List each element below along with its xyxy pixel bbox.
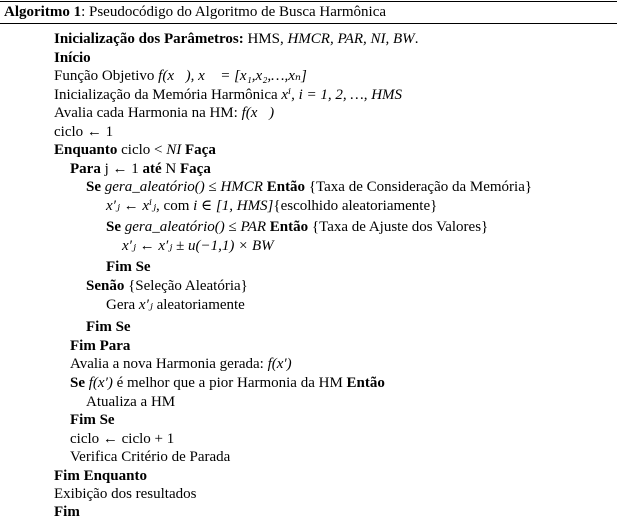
line-text: {escolhido aleatoriamente} [273,198,438,214]
line-code [70,430,174,448]
line-code [70,374,385,392]
line-text: ciclo ← 1 [54,123,114,140]
line-code [54,123,113,141]
line-text: Função Objetivo [54,68,159,84]
math-expression: f(x⃗), x⃗ = [x₁,x₂,…,xₙ] [158,68,307,84]
keyword: Início [54,49,91,66]
line-code [54,86,402,104]
italic-text: gera_aleatório() [101,179,205,195]
keyword: Faça [181,142,216,158]
line-code [54,49,91,67]
italic-text: HMCR, PAR, NI, BW [287,31,415,47]
math-expression: x′ⱼ [138,297,153,313]
keyword: Faça [180,160,211,177]
line-code [54,30,418,48]
line-text: , com [156,198,194,214]
math-expression: x′ⱼ ← xⁱⱼ [106,198,157,214]
math-expression: f(x′) [85,375,113,391]
top-rule [0,1,617,2]
keyword: até [142,160,162,177]
keyword: Para [70,160,101,177]
line-text: ≤ [224,219,241,235]
line-code [106,218,488,236]
line-code [70,411,115,429]
line-code [86,318,131,336]
line-code [54,141,216,159]
line-text: é melhor que a pior Harmonia da HM [112,375,347,391]
caption-label: Algoritmo 1 [4,4,82,20]
line-text: {Taxa de Ajuste dos Valores} [308,219,489,235]
line-text: ciclo ← ciclo + 1 [70,430,175,447]
line-text: Inicialização da Memória Harmônica [54,86,282,103]
math-expression: i ∈ [1, HMS] [193,198,274,214]
keyword: Fim Para [70,337,131,354]
keyword: Fim [54,504,80,520]
line-code [86,277,248,295]
line-code [70,160,211,178]
keyword: Se [86,179,101,195]
line-text: ≤ [204,179,221,195]
line-text: Verifica Critério de Parada [70,449,231,465]
keyword: Fim Se [106,259,151,275]
italic-text: PAR [240,219,267,235]
line-text: Gera [106,297,139,313]
math-expression: xⁱ, i = 1, 2, …, HMS [281,86,403,103]
line-code [70,448,230,466]
caption-text: : Pseudocódigo do Algoritmo de Busca Harmônica [81,4,387,20]
italic-text: NI [166,142,182,158]
line-text: N [161,160,180,177]
keyword: Fim Enquanto [54,467,147,484]
keyword: Inicialização dos Parâmetros: [54,31,244,47]
line-code [106,258,151,276]
line-text: . [414,31,419,47]
caption-rule [0,23,617,24]
keyword: Então [346,375,385,391]
line-code [54,67,307,85]
line-text: HMS, [243,31,288,47]
line-code [54,467,147,485]
line-code [122,237,274,255]
line-text: Exibição dos resultados [54,486,197,502]
keyword: Então [266,219,309,235]
keyword: Então [262,179,306,195]
line-text: Avalia a nova Harmonia gerada: [70,356,268,372]
algorithm-caption [4,3,386,21]
line-text: aleatoriamente [152,297,245,313]
keyword: Senão [86,278,125,294]
keyword: Enquanto [54,142,118,158]
line-text: ciclo < [117,142,167,158]
math-expression: f(x⃗) [241,105,275,121]
math-expression: x′ⱼ ← x′ⱼ ± u(−1,1) × BW [122,238,274,254]
line-text: {Taxa de Consideração da Memória} [305,179,533,195]
math-expression: f(x′) [267,356,292,372]
line-text: j ← 1 [100,160,143,177]
keyword: Se [70,375,85,391]
line-text: Avalia cada Harmonia na HM: [54,105,242,121]
italic-text: HMCR [220,179,263,195]
line-code [70,337,130,355]
line-text: Atualiza a HM [86,393,176,410]
keyword: Fim Se [86,319,131,335]
line-code [70,355,292,373]
line-code [54,485,196,503]
line-code [86,178,532,196]
line-code [86,393,175,411]
italic-text: gera_aleatório() [121,219,225,235]
line-code [106,197,437,215]
line-code [106,296,245,314]
keyword: Fim Se [70,412,115,428]
line-code [54,503,80,521]
line-code [54,104,274,122]
keyword: Se [106,219,121,235]
line-text: {Seleção Aleatória} [124,278,248,294]
